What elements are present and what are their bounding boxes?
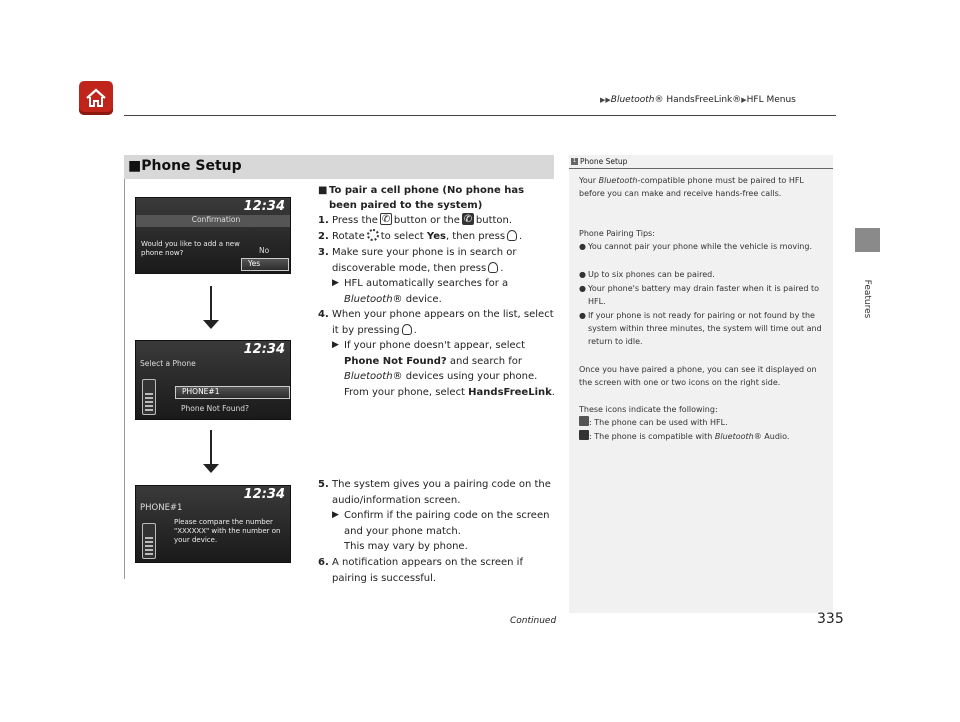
home-icon: [84, 86, 108, 110]
option-phone-not-found[interactable]: Phone Not Found?: [181, 404, 250, 413]
option-phone-1[interactable]: PHONE#1: [175, 386, 290, 399]
section-header: [124, 155, 554, 179]
continued-label: Continued: [510, 616, 557, 626]
side-note-heading: 1 Phone Setup: [569, 155, 833, 169]
screen-title: Confirmation: [136, 215, 291, 227]
note-intro: Your Bluetooth-compatible phone must be paired to HFL before you can make and receive hands-free calls.: [579, 176, 804, 198]
step-5: 5. The system gives you a pairing code on the audio/information screen.: [318, 479, 551, 506]
press-icon: [488, 262, 498, 273]
phone-icon: [142, 379, 156, 415]
arrow-icon: ▶: [332, 510, 339, 520]
note-icon-audio: : The phone is compatible with Bluetooth® Audio.: [579, 430, 827, 443]
step-2: 2. Rotate to select Yes, then press .: [318, 231, 523, 242]
pick-up-button-icon: [462, 213, 474, 225]
note-tips-title: Phone Pairing Tips:: [579, 229, 655, 238]
note-tip: ● Your phone's battery may drain faster when it is paired to HFL.: [579, 284, 820, 306]
note-marker: 1: [572, 158, 577, 164]
section-divider: [124, 179, 125, 579]
option-yes[interactable]: Yes: [241, 258, 289, 271]
bluetooth-audio-icon: [579, 430, 589, 440]
home-button[interactable]: [79, 81, 113, 115]
breadcrumb-item[interactable]: HFL Menus: [746, 95, 796, 105]
screen-title: Select a Phone: [140, 359, 196, 368]
note-tip: ● You cannot pair your phone while the vehicle is moving.: [579, 242, 812, 251]
press-icon: [507, 230, 517, 241]
breadcrumb-item[interactable]: Bluetooth: [610, 95, 655, 105]
hfl-phone-icon: [579, 416, 589, 426]
arrow-icon: ▶: [332, 278, 339, 288]
screen-clock: 12:34: [243, 199, 285, 214]
note-tip: ● Up to six phones can be paired.: [579, 270, 715, 279]
selector-knob-icon: [367, 229, 379, 241]
flow-arrow-shaft: [210, 430, 212, 465]
screen-select-phone: [135, 340, 291, 420]
screen-confirmation: [135, 197, 291, 274]
screen-message: Please compare the number "XXXXXX" with the number on your device.: [174, 518, 281, 544]
screen-pairing-code: [135, 485, 291, 563]
step-4: 4. When your phone appears on the list, select it by pressing .: [318, 309, 554, 336]
flow-arrow-shaft: [210, 286, 212, 321]
option-no[interactable]: No: [259, 246, 270, 255]
press-icon: [402, 324, 412, 335]
chapter-tab[interactable]: [855, 228, 880, 252]
step-1: 1. Press the✆ button or the✆ button.: [318, 213, 558, 229]
phone-icon: [142, 523, 156, 559]
procedure-heading: ■ To pair a cell phone (No phone has been paired to the system): [318, 185, 525, 211]
page-number: 335: [817, 611, 844, 627]
breadcrumb: ▶▶Bluetooth® HandsFreeLink®▶HFL Menus: [600, 95, 796, 105]
step-3: 3. Make sure your phone is in search or discoverable mode, then press .: [318, 247, 517, 274]
screen-clock: 12:34: [243, 487, 285, 502]
step-3-note: ▶ HFL automatically searches for a Bluetooth® device.: [332, 278, 509, 305]
chapter-label: Features: [862, 279, 872, 319]
header-divider: [124, 115, 836, 116]
step-5-note: ▶ Confirm if the pairing code on the screen and your phone match. This may vary by phone.: [332, 510, 550, 552]
note-after-pairing: Once you have paired a phone, you can see it displayed on the screen with one or two icons on the right side.: [579, 365, 817, 387]
screen-title: PHONE#1: [140, 503, 183, 513]
flow-arrow-icon: [203, 320, 219, 329]
arrow-icon: ▶: [332, 340, 339, 350]
screen-question: Would you like to add a new phone now?: [141, 240, 240, 257]
note-icons-intro: These icons indicate the following:: [579, 405, 718, 414]
screen-clock: 12:34: [243, 342, 285, 357]
note-tip: ● If your phone is not ready for pairing or not found by the system within three minutes, the system will time out and return to idle.: [579, 311, 822, 346]
phone-button-icon: [380, 213, 392, 225]
side-note: [569, 155, 833, 613]
step-4-note: ▶ If your phone doesn't appear, select Phone Not Found? and search for Bluetooth® devices using your phone. From your phone, select HandsFreeLink.: [332, 340, 555, 398]
section-title: ■Phone Setup: [128, 158, 242, 174]
flow-arrow-icon: [203, 464, 219, 473]
note-icon-hfl: : The phone can be used with HFL.: [579, 416, 827, 429]
step-6: 6. A notification appears on the screen if pairing is successful.: [318, 557, 523, 584]
